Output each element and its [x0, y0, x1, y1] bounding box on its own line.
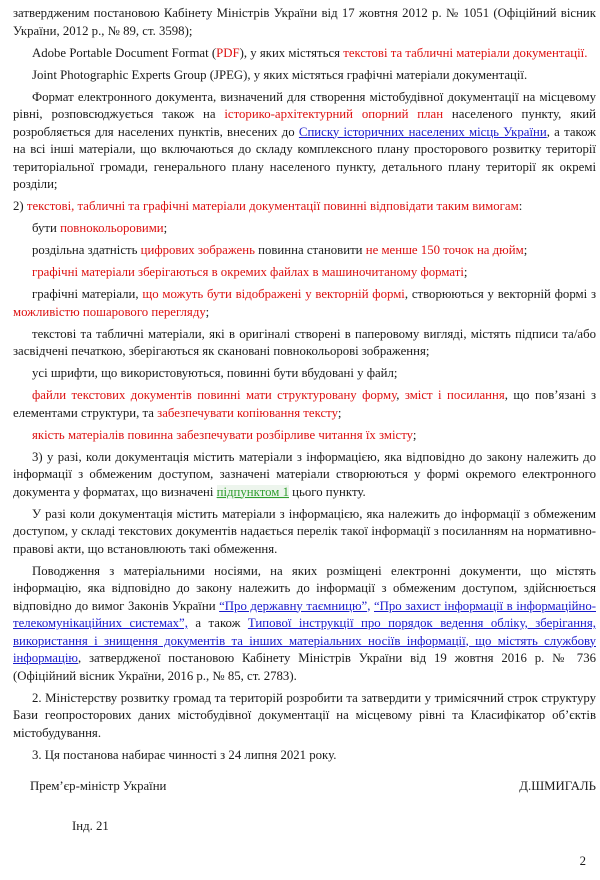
- paragraph-format-scope: [13, 89, 596, 194]
- hyperlink[interactable]: Списку історичних населених місць України: [298, 124, 547, 139]
- text-run: Adobe Portable Document Format (: [32, 45, 217, 60]
- signature-name: Д.ШМИГАЛЬ: [519, 779, 596, 793]
- text-run: населеного пункту, який розробляється для населених пунктів, внесених до: [13, 107, 597, 139]
- highlighted-text: забезпечувати копіювання тексту: [157, 405, 338, 420]
- text-run: 2): [13, 199, 27, 213]
- text-run: 2. Міністерству розвитку громад та територій розробити та затвердити у тримісячний строк структуру Бази геопросторових даних містобудівної документації на місцевому рівні та Класифікатор об’єктів містобудування.: [13, 690, 596, 740]
- text-run: а також: [187, 616, 248, 630]
- highlighted-text: можливістю пошарового перегляду: [13, 304, 206, 319]
- signature-row: [30, 778, 596, 796]
- text-run: 3) у разі, коли документація містить матеріали з інформацією, яка відповідно до закону належить до інформації з обмеженим доступом, зазначені матеріали створюються у формі окремого електронного документа у форматах, що визначені: [13, 449, 596, 499]
- text-run: усі шрифти, що використовуються, повинні бути вбудовані у файл;: [32, 366, 398, 380]
- hyperlink[interactable]: “Про захист інформації в інформаційно-телекомунікаційних системах”,: [13, 598, 596, 630]
- highlighted-text: історико-архітектурний опорний план: [224, 107, 444, 121]
- highlighted-text: текстові, табличні та графічні матеріали документації повинні відповідати таким вимогам: [26, 199, 519, 213]
- paragraph-structured-files: [13, 387, 596, 422]
- paragraph-resolution: [13, 242, 596, 260]
- text-run: ;: [463, 265, 468, 279]
- text-run: 3. Ця постанова набирає чинності з 24 липня 2021 року.: [32, 747, 337, 762]
- paragraph-item-3-effective-date: [13, 747, 596, 765]
- text-run: У разі коли документація містить матеріали з інформацією, яка належить до інформації з обмеженим доступом, у складі текстових документів надається перелік такої інформації з посиланням на нормативно-правові акти, що встановлюють такі обмеження.: [13, 506, 596, 556]
- highlighted-text: якість матеріалів повинна забезпечувати розбірливе читання їх змісту: [32, 427, 413, 442]
- text-run: бути: [32, 221, 61, 235]
- hyperlink[interactable]: Типової інструкції про порядок ведення обліку, зберігання, використання і знищення документів та інших матеріальних носіїв інформації, що містять службову інформацію: [13, 616, 596, 665]
- index-note: Інд. 21: [72, 818, 109, 833]
- text-run: , що пов’язані з елементами структури, та: [13, 388, 597, 420]
- paragraph-restricted-info: [13, 506, 596, 559]
- paragraph-separate-files: [13, 264, 596, 282]
- text-run: Формат електронного документа, визначений для створення містобудівної документації на місцевому рівні, розповсюджується також на: [13, 89, 596, 121]
- paragraph-media-handling: [13, 563, 596, 686]
- highlighted-text: зміст і посилання: [404, 388, 505, 402]
- text-run: повинна становити: [254, 243, 366, 257]
- paragraph-pdf-format: [13, 45, 596, 63]
- text-run: , а також на всі інші матеріали, що включаються до складу комплексного плану просторового розвитку території територіальної громади, генерального плану населеного пункту, детального плану території як окремі розділи;: [13, 124, 596, 191]
- paragraph-item-3: [13, 449, 596, 502]
- signature-title: Прем’єр-міністр України: [30, 779, 167, 793]
- paragraph-item-2-ministry: [13, 690, 596, 743]
- highlighted-text: текстові та табличні матеріали документації.: [343, 45, 588, 60]
- text-run: ;: [412, 427, 417, 442]
- text-run: ;: [337, 405, 342, 420]
- text-run: ;: [523, 243, 528, 257]
- text-run: графічні матеріали,: [32, 287, 143, 301]
- text-run: ), у яких містяться: [239, 45, 344, 60]
- paragraph-scanned-images: [13, 326, 596, 361]
- text-run: Поводження з матеріальними носіями, на яких розміщені електронні документи, що містять інформацію, яка відповідно до закону належить до інформації з обмеженим доступом, здійснюється відповідно до вимог Законів України: [13, 563, 596, 613]
- text-run: текстові та табличні матеріали, які в оригіналі створені в паперовому вигляді, містять підписи та/або засвідчені печаткою, зберігаються як скановані повнокольорові зображення;: [13, 326, 596, 358]
- text-run: затвердженим постановою Кабінету Міністрів України від 17 жовтня 2012 р. № 1051 (Офіційний вісник України, 2012 р., № 89, ст. 3598);: [13, 6, 596, 38]
- highlighted-text: графічні матеріали зберігаються в окремих файлах в машиночитаному форматі: [32, 265, 464, 279]
- paragraph-embedded-fonts: [13, 365, 596, 383]
- highlighted-text: повнокольоровими: [60, 221, 164, 235]
- text-run: роздільна здатність: [32, 243, 141, 257]
- text-run: , затвердженої постановою Кабінету Міністрів України від 19 жовтня 2016 р. № 736 (Офіційний вісник України, 2016 р., № 85, ст. 2783).: [13, 651, 596, 683]
- paragraph-vector-form: [13, 286, 596, 321]
- text-run: , створюються у векторній формі з: [404, 287, 597, 301]
- paragraph-item-2: [13, 198, 596, 216]
- paragraph-full-color: [13, 220, 596, 238]
- paragraph-continuation: [13, 5, 596, 40]
- paragraph-jpeg-format: [13, 67, 596, 85]
- text-run: ;: [205, 304, 210, 319]
- highlighted-text: PDF: [216, 45, 240, 60]
- hyperlink[interactable]: “Про державну таємницю”,: [219, 598, 371, 613]
- highlighted-text: що можуть бути відображені у векторній формі: [142, 287, 405, 301]
- text-run: :: [518, 199, 523, 213]
- page-number: 2: [579, 854, 586, 868]
- highlighted-text: не менше 150 точок на дюйм: [365, 243, 524, 257]
- text-run: ;: [163, 221, 168, 235]
- highlighted-text: цифрових зображень: [140, 243, 255, 257]
- hyperlink[interactable]: підпунктом 1: [216, 484, 289, 499]
- text-run: ,: [396, 388, 405, 402]
- highlighted-text: файли текстових документів повинні мати структуровану форму: [32, 388, 397, 402]
- text-run: цього пункту.: [288, 484, 366, 499]
- paragraph-material-quality: [13, 427, 596, 445]
- text-run: Joint Photographic Experts Group (JPEG), у яких містяться графічні матеріали документації.: [32, 67, 528, 82]
